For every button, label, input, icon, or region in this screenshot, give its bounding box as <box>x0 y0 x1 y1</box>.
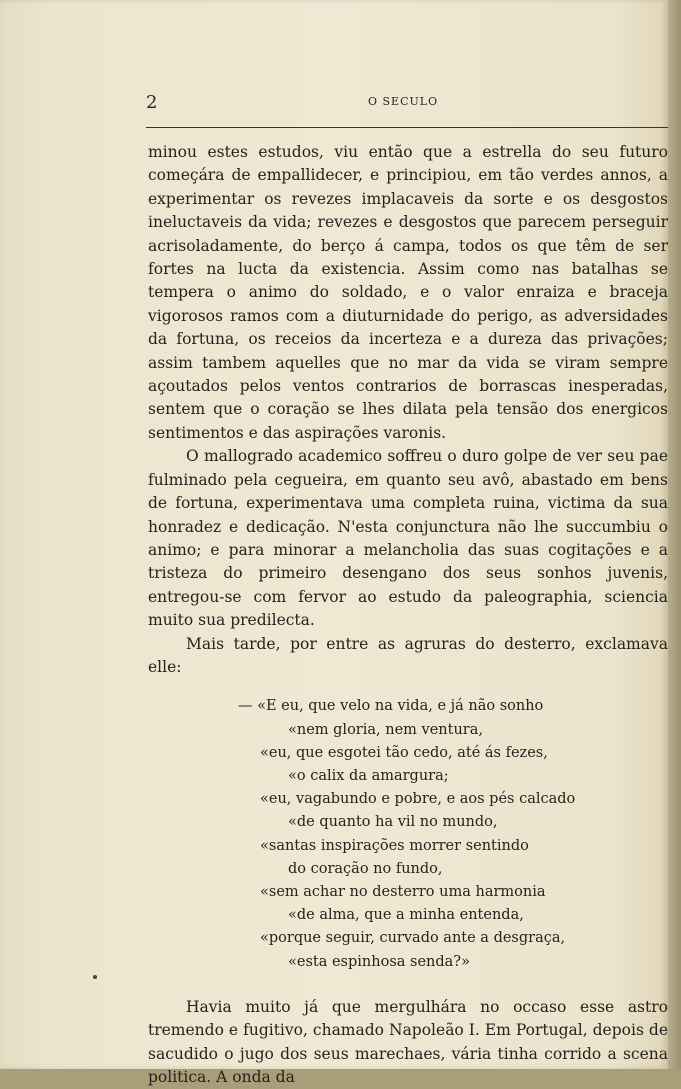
poem-line: do coração no fundo, <box>288 860 443 877</box>
poem-line: «esta espinhosa senda?» <box>288 953 470 970</box>
poem-line: «porque seguir, curvado ante a desgraça, <box>260 930 566 947</box>
poem-line: «eu, vagabundo e pobre, e aos pés calcado <box>260 791 576 808</box>
poem-line: «o calix da amargura; <box>288 767 449 784</box>
poem-line: «nem gloria, nem ventura, <box>288 721 483 738</box>
poem <box>238 695 668 973</box>
paragraph: Havia muito já que mergulhára no occaso esse astro tremendo e fugitivo, chamado Napoleão I. Em Portugal, depois de sacudido o jugo dos seus marechaes, vária tinha corrido a scena politica. A onda da <box>148 997 668 1086</box>
poem-line: «santas inspirações morrer sentindo <box>260 837 529 854</box>
ink-spot <box>93 975 97 979</box>
poem-line: «de alma, que a minha entenda, <box>288 907 524 924</box>
body-text <box>148 141 668 1089</box>
running-title: O SECULO <box>368 95 439 108</box>
poem-line: «sem achar no desterro uma harmonia <box>260 883 546 900</box>
page-number: 2 <box>146 92 158 113</box>
poem-line: — «E eu, que velo na vida, e já não sonho <box>238 698 544 715</box>
paragraph: Mais tarde, por entre as agruras do desterro, exclamava elle: <box>148 634 668 676</box>
page-header <box>146 92 670 122</box>
paragraph: minou estes estudos, viu então que a estrella do seu futuro começára de empallidecer, e principiou, em tão verdes annos, a experimentar os revezes implacaveis da sorte e os desgostos ineluctaveis da vida; revezes e desgostos que parecem perseguir acrisoladamente, do berço á campa, todos os que têm de ser fortes na lucta da existencia. Assim como nas batalhas se tempera o animo do soldado, e o valor enraiza e braceja vigorosos ramos com a diuturnidade do perigo, as adversidades da fortuna, os receios da incerteza e a dureza das privações; assim tambem aquelles que no mar da vida se viram sempre açoutados pelos ventos contrarios de borrascas inesperadas, sentem que o coração se lhes dilata pela tensão dos energicos sentimentos e das aspirações varonis. <box>148 143 668 442</box>
poem-line: «eu, que esgotei tão cedo, até ás fezes, <box>260 744 548 761</box>
paragraph: O mallogrado academico soffreu o duro golpe de ver seu pae fulminado pela cegueira, em quanto seu avô, abastado em bens de fortuna, experimentava uma completa ruina, victima da sua honradez e dedicação. N'esta conjunctura não lhe succumbiu o animo; e para minorar a melancholia das suas cogitações e a tristeza do primeiro desengano dos seus sonhos juvenis, entregou-se com fervor ao estudo da paleographia, sciencia muito sua predilecta. <box>148 447 668 630</box>
poem-line: «de quanto ha vil no mundo, <box>288 814 498 831</box>
page-edge <box>668 0 681 1069</box>
header-rule <box>146 127 670 128</box>
